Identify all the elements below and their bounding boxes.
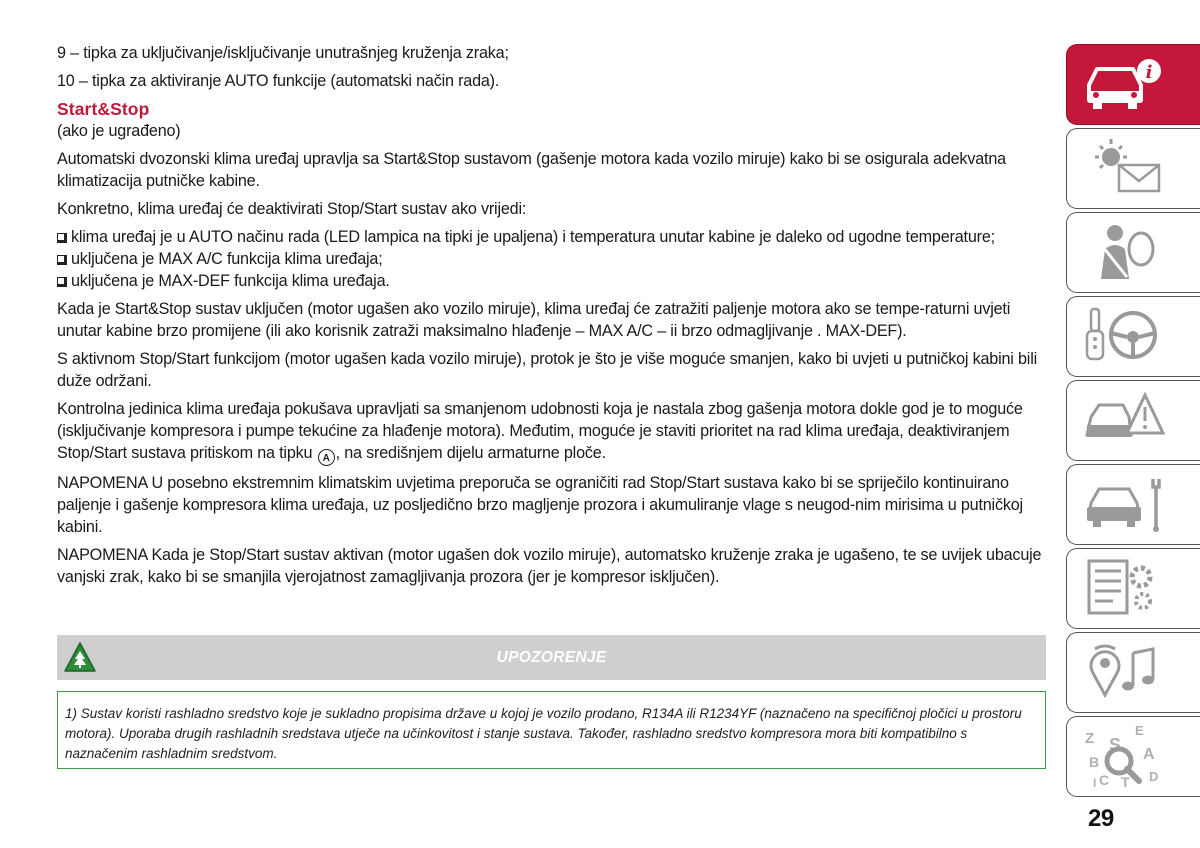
list-item-10: 10 – tipka za aktiviranje AUTO funkcije (automatski način rada). [57,72,500,90]
list-item: uključena je MAX-DEF funkcija klima uređaja. [57,270,1045,292]
tab-technical-data[interactable] [1066,548,1200,629]
document-gears-icon [1081,555,1165,621]
index-letter: I [1093,776,1097,789]
stop-start-button-icon: A [318,449,335,466]
checkbox-bullet-icon [57,255,67,265]
section-subtitle: (ako je ugrađeno) [57,122,181,140]
warning-title: UPOZORENJE [496,649,607,666]
sun-envelope-icon [1081,135,1165,201]
note-recirculation: NAPOMENA Kada je Stop/Start sustav aktivan (motor ugašen dok vozilo miruje), automatsko kruženje zraka je ugašeno, te se uvijek ubacuje vanjski zrak, kako bi se smanjila vjerojatnost zamagljivanja prozora (jer je kompresor isključen). [57,546,1042,586]
paragraph-intro: Automatski dvozonski klima uređaj upravlja sa Start&Stop sustavom (gašenje motora kada vozilo miruje) kako bi se osigurala adekvatna klimatizacija putničke kabine. [57,150,1006,190]
tab-multimedia[interactable] [1066,632,1200,713]
car-wrench-icon [1081,471,1165,537]
paragraph-airflow: S aktivnom Stop/Start funkcijom (motor ugašen kada vozilo miruje), protok je što je više moguće smanjen, kako bi uvjeti u putničkoj kabini bili duže održani. [57,350,1037,390]
page-content [57,42,1045,594]
paragraph-conditions: Konkretno, klima uređaj će deaktivirati Stop/Start sustav ako vrijedi: [57,200,527,218]
tab-index[interactable] [1066,716,1200,797]
list-item-9: 9 – tipka za uključivanje/isključivanje unutrašnjeg kruženja zraka; [57,44,509,62]
tab-starting-driving[interactable] [1066,296,1200,377]
index-letter: E [1135,723,1144,738]
warning-box [57,691,1046,769]
paragraph-engine-restart: Kada je Start&Stop sustav uključen (motor ugašen ako vozilo miruje), klima uređaj će zatražiti paljenje motora ako se tempe-raturni uvjeti unutar kabine brzo promijene (ili ako korisnik zatraži maksimalno hlađenje – MAX A/C – ii brzo odmagljivanje . MAX-DEF). [57,300,1011,340]
alphabetical-index-icon [1081,723,1165,789]
car-warning-icon [1081,387,1165,453]
list-item: klima uređaj je u AUTO načinu rada (LED lampica na tipki je upaljena) i temperatura unutar kabine je daleko od ugodne temperature; [57,226,1045,248]
warning-header [57,635,1046,680]
checkbox-bullet-icon [57,277,67,287]
index-letter: C [1099,772,1110,788]
section-title: Start&Stop [57,99,150,119]
svg-text:i: i [1145,62,1153,83]
index-letter: D [1149,769,1159,784]
page-number: 29 [1088,805,1114,832]
navigation-music-icon [1081,639,1165,705]
seatbelt-airbag-icon [1081,219,1165,285]
index-letter: B [1089,754,1100,770]
tab-car-info[interactable] [1066,44,1200,125]
key-steering-wheel-icon [1081,303,1165,369]
tab-instruments[interactable] [1066,128,1200,209]
warning-text: 1) Sustav koristi rashladno sredstvo koje je sukladno propisima države u kojoj je vozilo prodano, R134A ili R1234YF (naznačeno na specifičnoj pločici u prostoru motora). Uporaba drugih rashladnih sredstava utječe na učinkovitost i stanje sustava. Također, rashladno sredstvo kompresora mora biti kompatibilno s naznačenim rashladnim sredstvom. [65,706,1022,761]
index-letter: T [1121,774,1130,789]
index-letter: S [1109,735,1122,755]
index-letter: Z [1085,730,1095,747]
list-item: uključena je MAX A/C funkcija klima uređaja; [57,248,1045,270]
tab-maintenance[interactable] [1066,464,1200,545]
bullet-list [57,226,1045,292]
checkbox-bullet-icon [57,233,67,243]
tab-emergency[interactable] [1066,380,1200,461]
note-extreme-conditions: NAPOMENA U posebno ekstremnim klimatskim uvjetima preporuča se ograničiti rad Stop/Start sustava kako bi se spriječilo kontinuirano paljenje i gašenje kompresora klima uređaja, uz posljedično brzo magljenje prozora i akumuliranje vlage s neugod-nim mirisima u putničkoj kabini. [57,474,1023,536]
paragraph-control-unit: Kontrolna jedinica klima uređaja pokušava upravljati sa smanjenom udobnosti koja je nastala zbog gašenja motora dokle god je to moguće (isključivanje kompresora i pumpe tekućine za hlađenje motora). Međutim, moguće je staviti prioritet na rad klima uređaja, deaktiviranjem Stop/Start sustava pritiskom na tipku A , na središnjem dijelu armaturne ploče. [57,400,1023,464]
tab-safety[interactable] [1066,212,1200,293]
index-letter: A [1143,746,1155,763]
car-info-icon [1081,51,1165,117]
